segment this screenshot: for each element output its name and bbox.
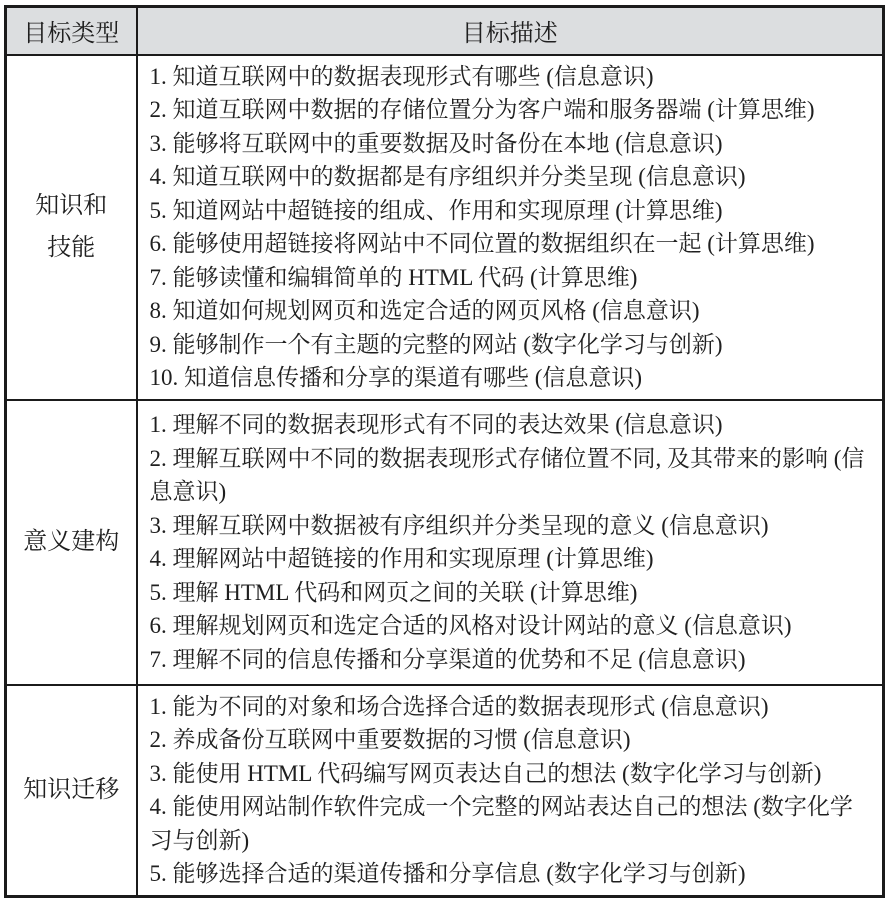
objective-item: 9. 能够制作一个有主题的完整的网站 (数字化学习与创新) <box>149 331 723 357</box>
table-row <box>6 55 884 400</box>
row-description-cell <box>137 685 884 897</box>
header-row <box>6 7 884 55</box>
row-type-label: 技能 <box>47 235 96 261</box>
objective-item: 10. 知道信息传播和分享的渠道有哪些 (信息意识) <box>149 365 643 390</box>
objective-item: 6. 理解规划网页和选定合适的风格对设计网站的意义 (信息意识) <box>149 613 792 638</box>
objective-item: 7. 能够读懂和编辑简单的 HTML 代码 (计算思维) <box>149 264 638 290</box>
objective-item: 7. 理解不同的信息传播和分享渠道的优势和不足 (信息意识) <box>149 646 746 672</box>
objective-item: 1. 理解不同的数据表现形式有不同的表达效果 (信息意识) <box>149 412 723 437</box>
objective-item: 4. 知道互联网中的数据都是有序组织并分类呈现 (信息意识) <box>149 164 746 189</box>
row-type-label: 知识迁移 <box>23 777 120 803</box>
column-header-goal-description: 目标描述 <box>137 7 884 55</box>
objective-item: 8. 知道如何规划网页和选定合适的网页风格 (信息意识) <box>149 298 700 323</box>
objective-item: 3. 理解互联网中数据被有序组织并分类呈现的意义 (信息意识) <box>149 512 769 538</box>
objective-item: 4. 理解网站中超链接的作用和实现原理 (计算思维) <box>149 546 654 571</box>
table-body <box>6 55 884 897</box>
objective-item: 5. 理解 HTML 代码和网页之间的关联 (计算思维) <box>149 579 638 605</box>
objective-item: 3. 能够将互联网中的重要数据及时备份在本地 (信息意识) <box>149 130 723 156</box>
objective-item: 2. 养成备份互联网中重要数据的习惯 (信息意识) <box>149 727 631 752</box>
objective-item: 4. 能使用网站制作软件完成一个完整的网站表达自己的想法 (数字化学习与创新) <box>149 794 853 853</box>
row-description-cell <box>137 400 884 685</box>
objective-item: 1. 能为不同的对象和场合选择合适的数据表现形式 (信息意识) <box>149 693 769 719</box>
objective-item: 5. 能够选择合适的渠道传播和分享信息 (数字化学习与创新) <box>149 861 746 886</box>
table-row <box>6 400 884 685</box>
table-row <box>6 685 884 897</box>
objective-item: 6. 能够使用超链接将网站中不同位置的数据组织在一起 (计算思维) <box>149 231 815 256</box>
column-header-goal-type: 目标类型 <box>6 7 137 55</box>
row-type-cell <box>6 400 137 685</box>
objective-item: 5. 知道网站中超链接的组成、作用和实现原理 (计算思维) <box>149 197 723 223</box>
table-header <box>6 7 884 55</box>
objective-item: 2. 理解互联网中不同的数据表现形式存储位置不同, 及其带来的影响 (信息意识) <box>149 445 865 504</box>
objectives-table <box>4 5 885 898</box>
objective-item: 3. 能使用 HTML 代码编写网页表达自己的想法 (数字化学习与创新) <box>149 760 822 786</box>
objective-item: 1. 知道互联网中的数据表现形式有哪些 (信息意识) <box>149 63 654 89</box>
row-type-cell <box>6 685 137 897</box>
row-description-cell <box>137 55 884 400</box>
row-type-cell <box>6 55 137 400</box>
row-type-label: 意义建构 <box>23 529 120 555</box>
objective-item: 2. 知道互联网中数据的存储位置分为客户端和服务器端 (计算思维) <box>149 97 815 122</box>
row-type-label: 知识和 <box>35 193 108 219</box>
